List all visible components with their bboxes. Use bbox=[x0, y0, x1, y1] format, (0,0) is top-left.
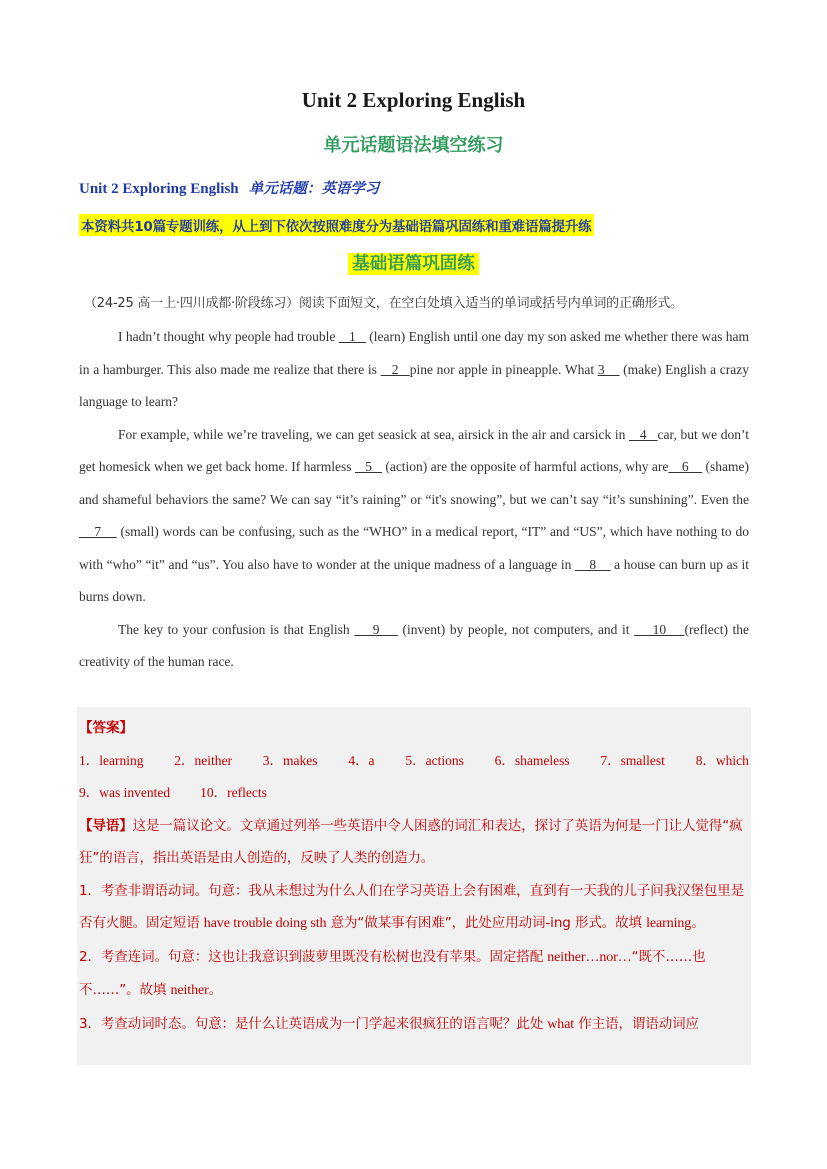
section-heading-text: 基础语篇巩固练 bbox=[348, 253, 479, 275]
explanation-1: 1．考查非谓语动词。句意：我从未想过为什么人们在学习英语上会有困难，直到有一天我的儿子问我汉堡包里是否有火腿。固定短语 have trouble doing sth 意为“做某事有困难”，此处应用动词-ing 形式。故填 learning。 bbox=[79, 882, 745, 931]
answer-item-4: 4．a bbox=[348, 752, 375, 768]
blank-8: 8 bbox=[574, 556, 611, 572]
unit-topic: 单元话题：英语学习 bbox=[248, 181, 380, 197]
blank-5: 5 bbox=[354, 459, 382, 474]
document-title: Unit 2 Exploring English bbox=[301, 88, 526, 112]
answer-item-3: 3．makes bbox=[262, 752, 318, 768]
section-heading bbox=[0, 250, 827, 275]
blank-9: 9 bbox=[354, 621, 398, 637]
blank-10: 10 bbox=[634, 621, 685, 637]
explanation-3: 3．考查动词时态。句意：是什么让英语成为一门学起来很疯狂的语言呢？此处 what 作主语，谓语动词应 bbox=[79, 1015, 699, 1032]
answer-item-8: 8．which bbox=[695, 752, 749, 768]
guide-label: 【导语】 bbox=[79, 817, 133, 834]
exercise-intro: （24-25 高一上·四川成都·阶段练习）阅读下面短文，在空白处填入适当的单词或括号内单词的正确形式。 bbox=[84, 296, 683, 311]
answer-item-9: 9．was invented bbox=[79, 785, 171, 800]
answer-item-1: 1．learning bbox=[79, 752, 144, 768]
answer-item-2: 2．neither bbox=[174, 752, 232, 768]
passage-paragraph-1: I hadn’t thought why people had trouble 1 (learn) English until one day my son asked me whether there was ham in a hamburger. This also made me realize that there is 2 pine nor apple in pineapple. What 3 (make) English a crazy language to learn? bbox=[79, 329, 750, 409]
explanation-2: 2．考查连词。句意：这也让我意识到菠萝里既没有松树也没有苹果。固定搭配 neither…nor…“既不……也不……”。故填 neither。 bbox=[79, 948, 706, 998]
material-notice: 本资料共10篇专题训练，从上到下依次按照难度分为基础语篇巩固练和重难语篇提升练 bbox=[79, 214, 594, 236]
blank-6: 6 bbox=[668, 459, 703, 474]
passage-paragraph-2: For example, while we’re traveling, we can get seasick at sea, airsick in the air and carsick in 4 car, but we don’t get homesick when we get back home. If harmless 5 (action) are the opposite of harmful actions, why are 6 (shame) and shameful behaviors the same? We can say “it’s raining” or “it's snowing”, but we can’t say “it’s sunshining”. Even the 7 (small) words can be confusing, such as the “WHO” in a medical report, “IT” and “US”, which have nothing to do with “who” “it” and “us”. You also have to wonder at the unique madness of a language in 8 a house can burn up as it burns down. bbox=[79, 426, 750, 604]
unit-name: Unit 2 Exploring English bbox=[79, 181, 239, 197]
answer-header: 【答案】 bbox=[79, 720, 133, 736]
blank-7: 7 bbox=[79, 524, 117, 539]
answer-item-10: 10．reflects bbox=[200, 785, 267, 800]
blank-3: 3 bbox=[597, 361, 620, 377]
blank-1: 1 bbox=[338, 329, 366, 344]
answer-list-row-2 bbox=[79, 777, 749, 810]
guide-paragraph: 【导语】这是一篇议论文。文章通过列举一些英语中令人困惑的词汇和表达，探讨了英语为何是一门让人觉得“疯狂”的语言，指出英语是由人创造的，反映了人类的创造力。 bbox=[79, 817, 743, 866]
passage-paragraph-3: The key to your confusion is that English 9 (invent) by people, not computers, and it 10 (reflect) the creativity of the human race. bbox=[79, 621, 750, 669]
blank-2: 2 bbox=[380, 361, 410, 377]
answer-list-row-1 bbox=[79, 745, 749, 778]
passage bbox=[79, 321, 749, 679]
document-subtitle: 单元话题语法填空练习 bbox=[323, 135, 504, 156]
answer-item-5: 5．actions bbox=[405, 752, 464, 768]
unit-topic-line bbox=[79, 177, 379, 198]
answer-item-6: 6．shameless bbox=[494, 752, 570, 768]
answer-item-7: 7．smallest bbox=[600, 752, 665, 768]
blank-4: 4 bbox=[629, 426, 658, 442]
answer-section bbox=[77, 707, 751, 1065]
